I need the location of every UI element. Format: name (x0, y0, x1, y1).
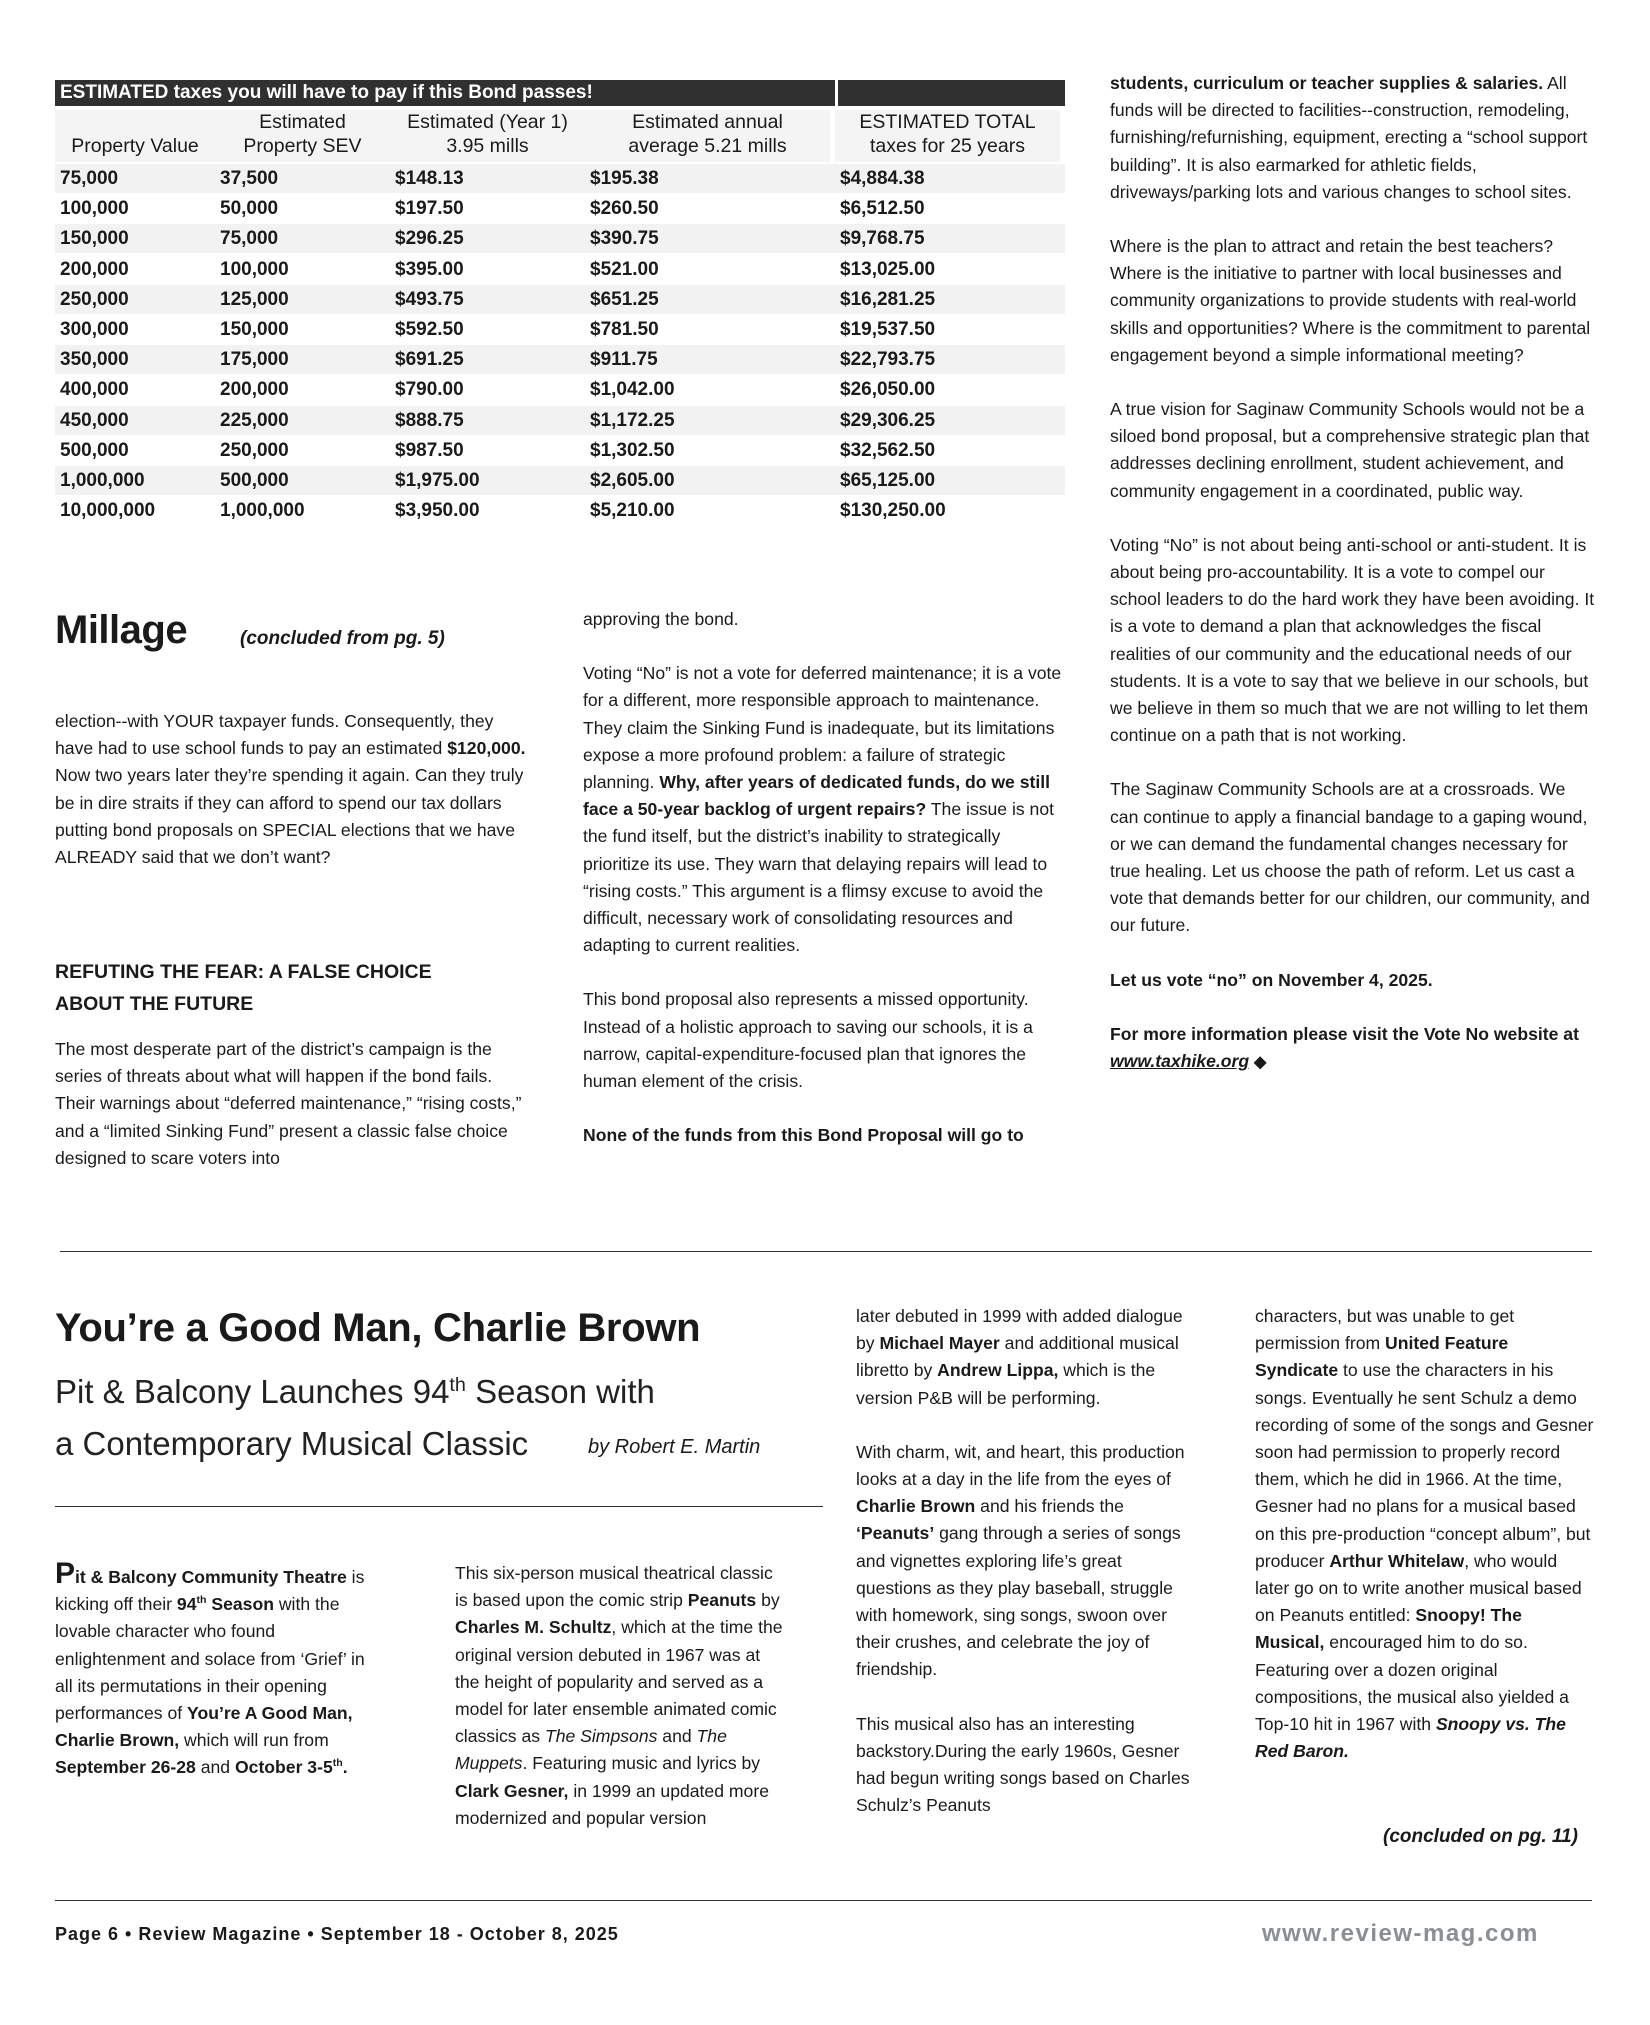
table-cell: $493.75 (395, 288, 464, 310)
table-cell: 250,000 (60, 288, 129, 310)
table-cell: $911.75 (590, 349, 658, 371)
table-cell: 350,000 (60, 349, 129, 371)
table-row (55, 285, 1065, 314)
article-title: You’re a Good Man, Charlie Brown (55, 1306, 701, 1350)
table-cell: 400,000 (60, 379, 129, 401)
millage-title: Millage (55, 608, 188, 652)
table-cell: $13,025.00 (840, 258, 936, 280)
more-info-paragraph: For more information please visit the Vote No website at www.taxhike.org ◆ (1110, 1023, 1579, 1072)
table-cell: 250,000 (220, 439, 289, 461)
section-subhead: REFUTING THE FEAR: A FALSE CHOICE ABOUT THE FUTURE (55, 961, 432, 1015)
table-cell: 100,000 (220, 258, 289, 280)
table-cell: $3,950.00 (395, 500, 480, 522)
table-cell: $691.25 (395, 349, 464, 371)
table-cell: $26,050.00 (840, 379, 936, 401)
table-title: ESTIMATED taxes you will have to pay if this Bond passes! (55, 80, 835, 106)
paragraph: later debuted in 1999 with added dialogue by Michael Mayer and additional musical libretto by Andrew Lippa, which is the version P&B will be performing. (856, 1306, 1183, 1408)
end-diamond-icon: ◆ (1254, 1054, 1267, 1072)
table-cell: $781.50 (590, 319, 659, 340)
table-row (55, 255, 1065, 284)
table-cell: 150,000 (60, 228, 129, 250)
column-header: Property Value (55, 110, 215, 162)
column-header: Estimated Property SEV (215, 110, 390, 162)
table-cell: $195.38 (590, 168, 659, 189)
section-divider (60, 1251, 1592, 1252)
table-cell: 200,000 (220, 379, 289, 401)
paragraph: None of the funds from this Bond Proposal will go to (583, 1125, 1024, 1146)
table-cell: 450,000 (60, 409, 129, 431)
table-cell: 175,000 (220, 349, 289, 371)
millage-col1 (55, 708, 530, 871)
table-cell: $592.50 (395, 319, 464, 340)
table-row (55, 315, 1065, 344)
table-cell: 500,000 (220, 470, 289, 491)
table-cell: $987.50 (395, 439, 464, 461)
table-cell: 75,000 (220, 228, 279, 250)
column-header: Estimated annual average 5.21 mills (585, 110, 830, 162)
table-title-bar-right (838, 80, 1065, 106)
table-cell: 10,000,000 (60, 500, 156, 522)
table-row (55, 436, 1065, 465)
table-cell: $651.25 (590, 288, 659, 310)
table-row (55, 345, 1065, 374)
table-cell: $130,250.00 (840, 500, 946, 522)
millage-col2 (583, 606, 1063, 1149)
paragraph: A true vision for Saginaw Community Schools would not be a siloed bond proposal, but a comprehensive strategic plan that addresses declining enrollment, student achievement, and community engagement in a coordinated, public way. (1110, 399, 1590, 501)
table-cell: $148.13 (395, 168, 464, 189)
table-cell: $19,537.50 (840, 319, 936, 340)
table-cell: $197.50 (395, 198, 464, 220)
table-cell: 100,000 (60, 198, 129, 220)
vote-no-callout: Let us vote “no” on November 4, 2025. (1110, 969, 1433, 990)
table-cell: $1,042.00 (590, 379, 675, 401)
table-cell: $296.25 (395, 228, 464, 250)
millage-col3 (1110, 70, 1595, 1076)
table-cell: $395.00 (395, 258, 464, 280)
title-divider (55, 1506, 823, 1507)
paragraph: The Saginaw Community Schools are at a crossroads. We can continue to apply a financial bandage to a gaping wound, or we can demand the fundamental changes necessary for true healing. Let us choose the path of reform. Let us cast a vote that demands better for our children, our community, and our future. (1110, 779, 1590, 936)
article-subtitle-line1: Pit & Balcony Launches 94th Season with (55, 1373, 655, 1410)
paragraph: Where is the plan to attract and retain the best teachers? Where is the initiative to partner with local businesses and community organizations to provide students with real-world skills and opportunities? Where is the commitment to parental engagement beyond a simple informational meeting? (1110, 236, 1591, 365)
table-cell: 150,000 (220, 319, 289, 340)
table-cell: $1,975.00 (395, 470, 480, 491)
concluded-from-label: (concluded from pg. 5) (240, 628, 445, 649)
table-cell: 75,000 (60, 168, 119, 189)
paragraph: This bond proposal also represents a missed opportunity. Instead of a holistic approach to saving our schools, it is a narrow, capital-expenditure-focused plan that ignores the human element of the crisis. (583, 989, 1033, 1092)
table-cell: $390.75 (590, 228, 659, 250)
paragraph: students, curriculum or teacher supplies & salaries. All funds will be directed to facilities--construction, remodeling, furnishing/refurnishing, equipment, erecting a “school support building”. It is also earmarked for athletic fields, driveways/parking lots and various changes to school sites. (1110, 73, 1588, 202)
table-cell: $6,512.50 (840, 198, 925, 220)
concluded-on-label: (concluded on pg. 11) (1383, 1826, 1578, 1847)
table-cell: 300,000 (60, 319, 129, 340)
table-cell: $4,884.38 (840, 168, 925, 189)
table-row (55, 164, 1065, 193)
table-cell: $9,768.75 (840, 228, 925, 250)
table-cell: $888.75 (395, 409, 464, 431)
paragraph: With charm, wit, and heart, this production looks at a day in the life from the eyes of Charlie Brown and his friends the ‘Peanuts’ gang through a series of songs and vignettes exploring life’s great questions as they play baseball, struggle with homework, sing songs, swoon over their crushes, and celebrate the joy of friendship. (856, 1441, 1185, 1680)
table-cell: 37,500 (220, 168, 279, 189)
table-cell: 50,000 (220, 198, 279, 220)
table-row (55, 194, 1065, 223)
paragraph: election--with YOUR taxpayer funds. Consequently, they have had to use school funds to pay an estimated $120,000. Now two years later they’re spending it again. Can they truly be in dire straits if they can afford to spend our tax dollars putting bond proposals on SPECIAL elections that we have ALREADY said that we don’t want? (55, 711, 526, 868)
charlie-col2 (455, 1560, 785, 1832)
table-row (55, 375, 1065, 404)
page-footer-info: Page 6 • Review Magazine • September 18 - October 8, 2025 (55, 1924, 619, 1944)
table-cell: $22,793.75 (840, 349, 936, 371)
byline: by Robert E. Martin (588, 1436, 761, 1458)
table-cell: $260.50 (590, 198, 659, 220)
paragraph: Voting “No” is not about being anti-school or anti-student. It is about being pro-accountability. It is a vote to compel our school leaders to do the hard work they have been avoiding. It is a vote to demand a plan that acknowledges the fiscal realities of our community and the educational needs of our students. It is a vote to say that we believe in our schools, but we believe in them so much that we are not willing to let them continue on a path that is not working. (1110, 534, 1595, 746)
paragraph: Voting “No” is not a vote for deferred maintenance; it is a vote for a different, more responsible approach to maintenance. They claim the Sinking Fund is inadequate, but its limitations expose a more profound problem: a failure of strategic planning. Why, after years of dedicated funds, do we still face a 50-year backlog of urgent repairs? The issue is not the fund itself, but the district’s inability to strategically prioritize its use. They warn that delaying repairs will lead to “rising costs.” This argument is a flimsy excuse to avoid the difficult, necessary work of consolidating resources and adapting to current realities. (583, 663, 1062, 956)
table-row (55, 406, 1065, 435)
table-row (55, 466, 1065, 495)
paragraph: approving the bond. (583, 609, 739, 629)
taxhike-link[interactable]: www.taxhike.org (1110, 1051, 1250, 1072)
column-header: ESTIMATED TOTAL taxes for 25 years (835, 110, 1060, 162)
table-cell: $1,302.50 (590, 439, 675, 461)
paragraph: This six-person musical theatrical classic is based upon the comic strip Peanuts by Charles M. Schultz, which at the time the original version debuted in 1967 was at the height of popularity and served as a model for later ensemble animated comic classics as The Simpsons and The Muppets. Featuring music and lyrics by Clark Gesner, in 1999 an updated more modernized and popular version (455, 1563, 783, 1828)
table-cell: 1,000,000 (220, 500, 305, 522)
table-cell: 200,000 (60, 258, 129, 280)
table-cell: $1,172.25 (590, 409, 675, 431)
table-cell: $521.00 (590, 258, 659, 280)
table-cell: 1,000,000 (60, 470, 145, 491)
table-cell: $5,210.00 (590, 500, 675, 522)
paragraph: This musical also has an interesting backstory.During the early 1960s, Gesner had begun writing songs based on Charles Schulz’s Peanuts (856, 1713, 1190, 1816)
paragraph: Pit & Balcony Community Theatre is kicking off their 94th Season with the lovable character who found enlightenment and solace from ‘Grief’ in all its permutations in their opening performances of You’re A Good Man, Charlie Brown, which will run from September 26-28 and October 3-5th. (55, 1557, 365, 1778)
table-cell: 225,000 (220, 409, 289, 431)
charlie-col3 (856, 1303, 1201, 1819)
table-row (55, 224, 1065, 253)
paragraph: characters, but was unable to get permission from United Feature Syndicate to use the characters in his songs. Eventually he sent Schulz a demo recording of some of the songs and Gesner soon had permission to properly record them, which he did in 1966. At the time, Gesner had no plans for a musical based on this pre-production “concept album”, but producer Arthur Whitelaw, who would later go on to write another musical based on Peanuts entitled: Snoopy! The Musical, encouraged him to do so. Featuring over a dozen original compositions, the musical also yielded a Top-10 hit in 1967 with Snoopy vs. The Red Baron. (1255, 1306, 1594, 1762)
table-row (55, 496, 1065, 525)
column-header: Estimated (Year 1) 3.95 mills (390, 110, 585, 162)
charlie-col4 (1255, 1303, 1595, 1765)
table-cell: 500,000 (60, 439, 129, 461)
table-cell: $790.00 (395, 379, 464, 401)
table-cell: $29,306.25 (840, 409, 936, 431)
drop-cap: P (55, 1557, 76, 1590)
table-cell: $65,125.00 (840, 470, 936, 491)
table-cell: $16,281.25 (840, 288, 936, 310)
article-subtitle-line2: a Contemporary Musical Classic (55, 1425, 529, 1462)
charlie-col1 (55, 1557, 370, 1782)
footer-website[interactable]: www.review-mag.com (1262, 1920, 1539, 1947)
footer-divider (55, 1900, 1592, 1901)
millage-col1-para2: The most desperate part of the district’s campaign is the series of threats about what will happen if the bond fails. Their warnings about “deferred maintenance,” “rising costs,” and a “limited Sinking Fund” present a classic false choice designed to scare voters into (55, 1039, 522, 1168)
table-cell: $32,562.50 (840, 439, 936, 461)
table-cell: 125,000 (220, 288, 289, 310)
table-cell: $2,605.00 (590, 470, 675, 491)
